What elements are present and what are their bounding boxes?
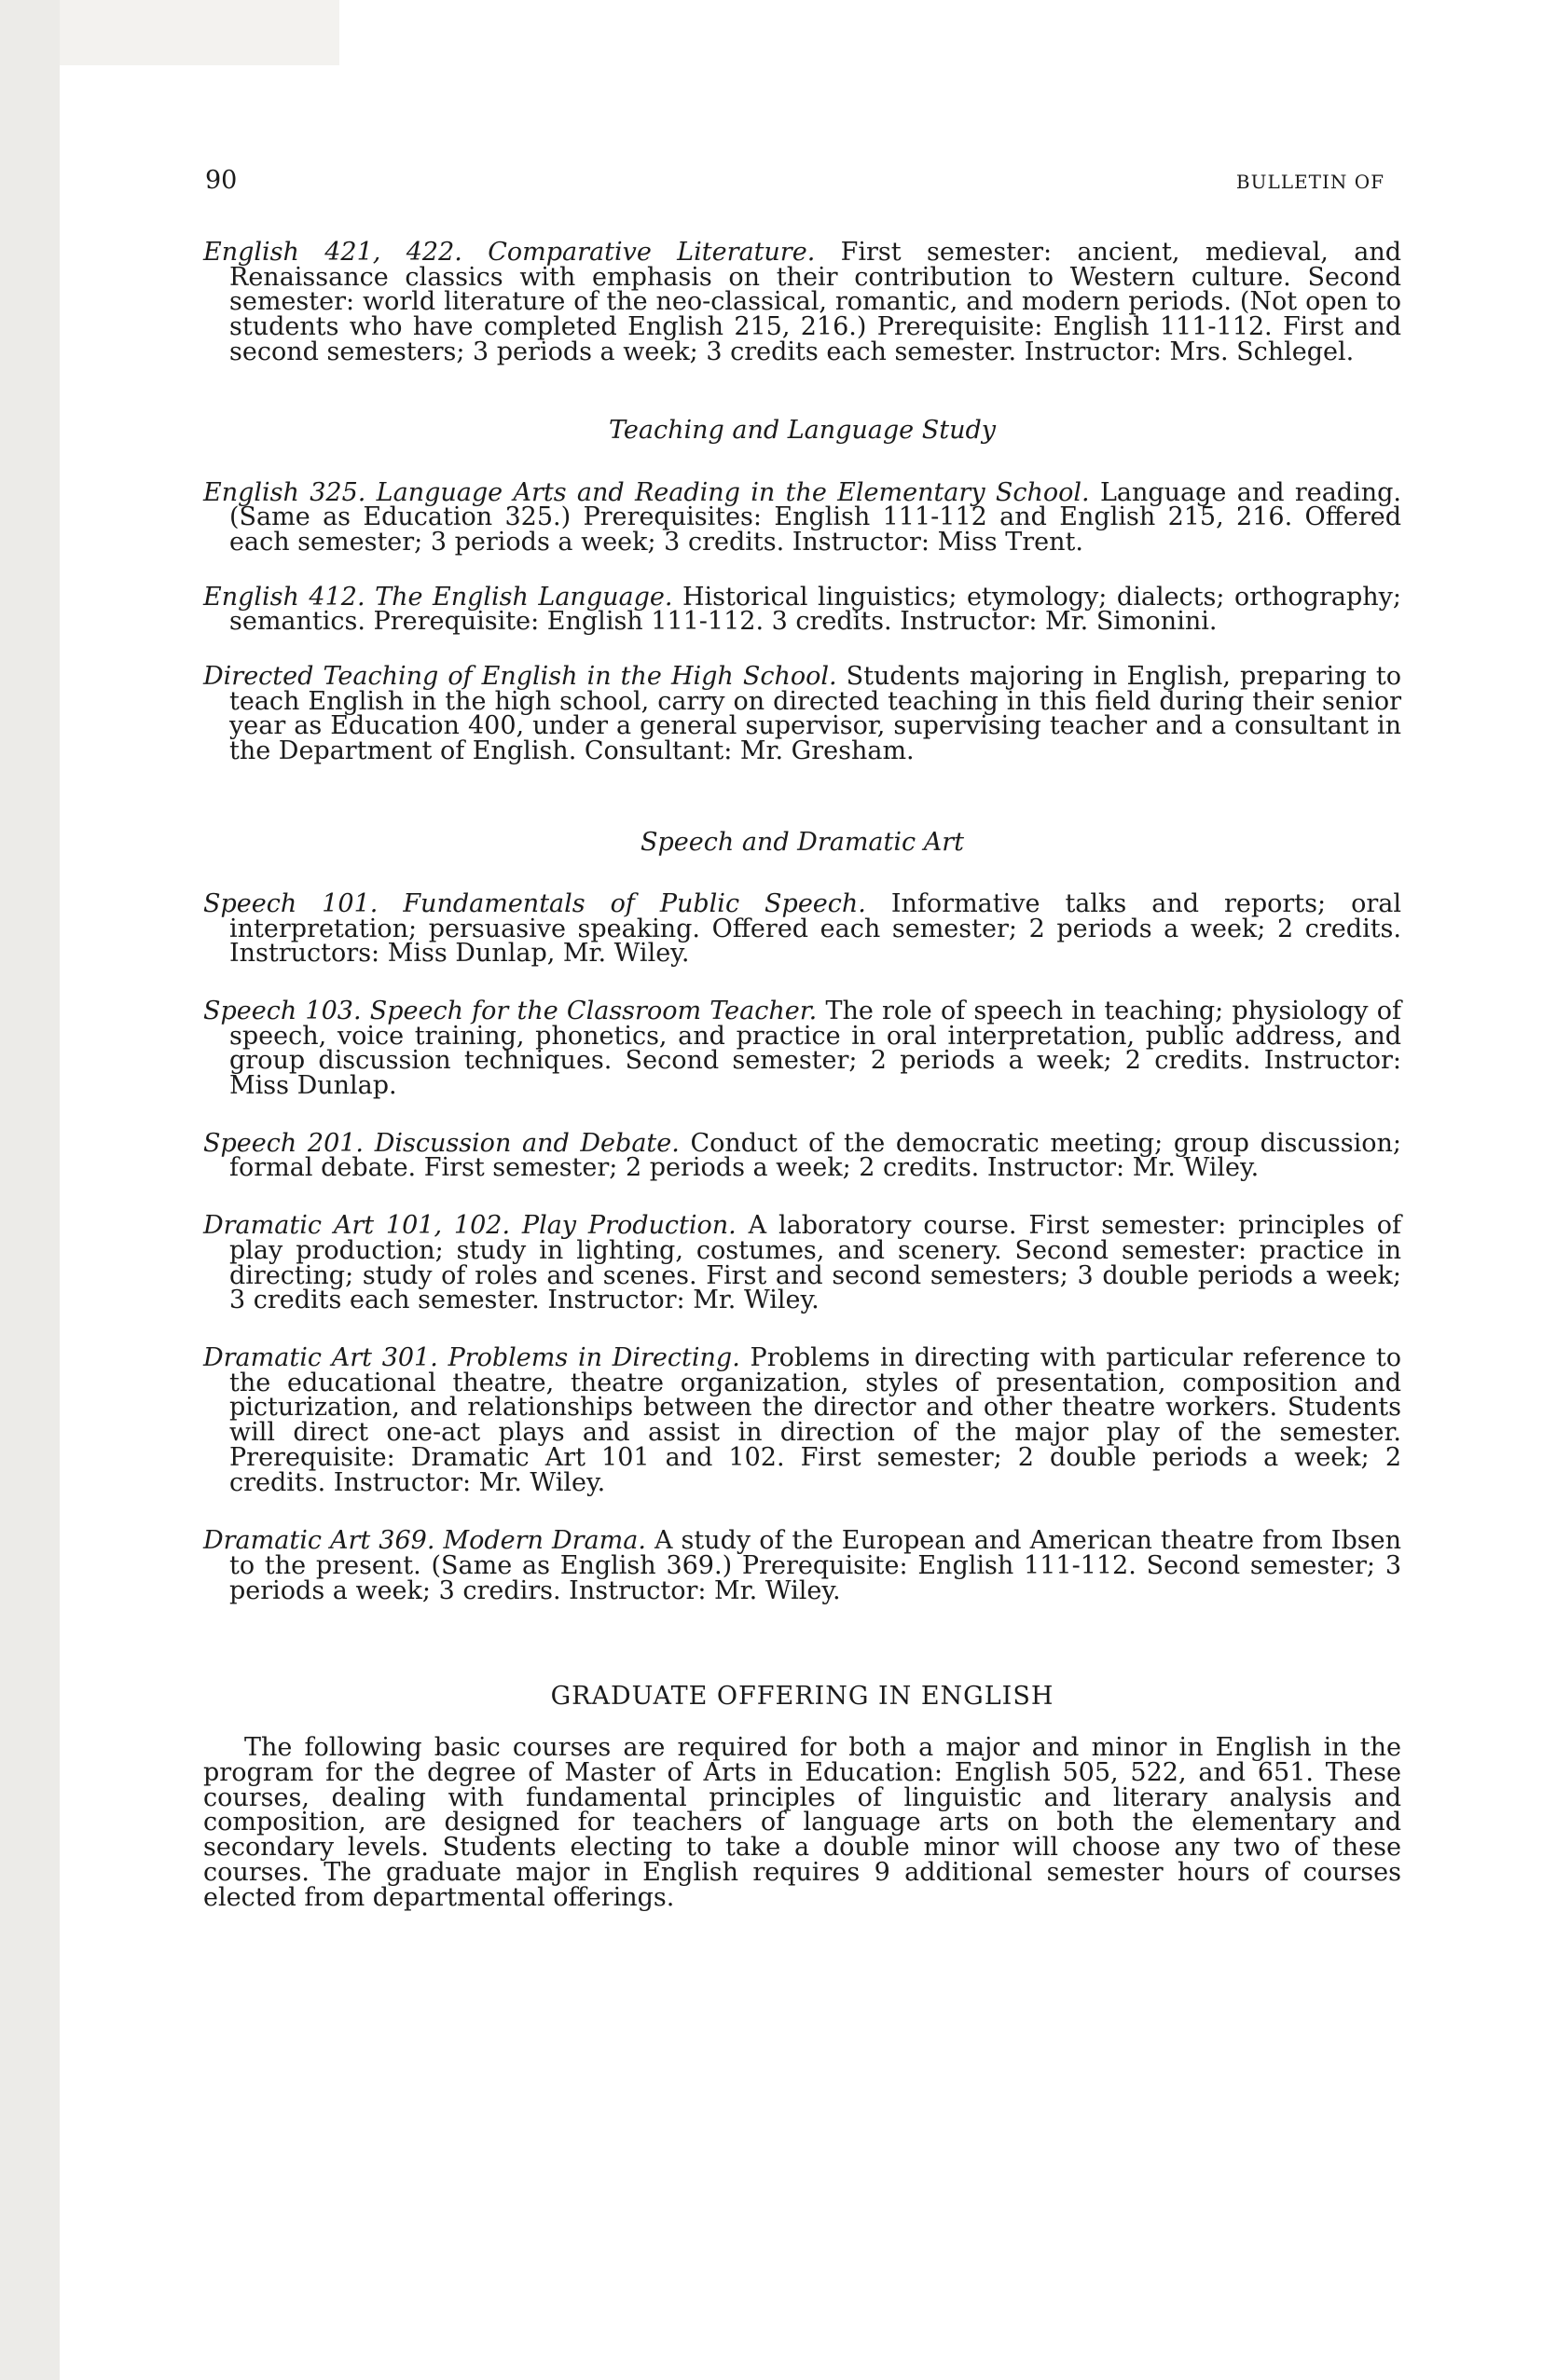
course-description: A laboratory course. First semester: principles of play production; study in lighting, costumes, and scenery. Second semester: practice in directing; study of roles and scenes. First and second semesters; 3 double periods a week; 3 credits each semester. Instructor: Mr. Wiley. [229, 1211, 1401, 1315]
course-code: English 412. [203, 582, 365, 612]
course-code: Speech 101. [203, 888, 379, 918]
course-description: Informative talks and reports; oral interpretation; persuasive speaking. Offered each semester; 2 periods a week; 2 credits. Instructors: Miss Dunlap, Mr. Wiley. [229, 888, 1401, 969]
course-speech-201 [203, 1128, 1401, 1183]
page-number: 90 [205, 166, 238, 195]
course-title: Problems in Directing. [448, 1342, 740, 1372]
course-description: Conduct of the democratic meeting; group discussion; formal debate. First semester; 2 periods a week; 2 credits. Instructor: Mr. Wiley. [229, 1128, 1401, 1183]
course-description: A study of the European and American theatre from Ibsen to the present. (Same as English 369.) Prerequisite: English 111-112. Second semester; 3 periods a week; 3 credirs. Instructor: Mr. Wiley. [229, 1526, 1401, 1605]
graduate-paragraph: The following basic courses are required for both a major and minor in English in the program for the degree of Master of Arts in Education: English 505, 522, and 651. These courses, dealing with fundamental principles of linguistic and literary analysis and composition, are designed for teachers of language arts on both the elementary and secondary levels. Students electing to take a double minor will choose any two of these courses. The graduate major in English requires 9 additional semester hours of courses elected from departmental offerings. [203, 1733, 1401, 1912]
course-description: Students majoring in English, preparing to teach English in the high school, carry on directed teaching in this field during their senior year as Education 400, under a general supervisor, supervising teacher and a consultant in the Department of English. Consultant: Mr. Gresham. [229, 662, 1401, 766]
course-description: Historical linguistics; etymology; dialects; orthography; semantics. Prerequisite: English 111-112. 3 credits. Instructor: Mr. Simonini. [229, 582, 1401, 637]
course-title: Discussion and Debate. [374, 1128, 680, 1158]
course-speech-103 [203, 996, 1401, 1101]
course-dramatic-art-369 [203, 1526, 1401, 1605]
course-code: Speech 201. [203, 1128, 365, 1158]
course-description: The role of speech in teaching; physiology of speech, voice training, phonetics, and practice in oral interpretation, public address, and group discussion techniques. Second semester; 2 periods a week; 2 credits. Instructor: Miss Dunlap. [229, 996, 1401, 1101]
course-title: Fundamentals of Public Speech. [403, 888, 866, 918]
course-title: Directed Teaching of English in the High School. [203, 662, 837, 692]
course-title: Speech for the Classroom Teacher. [369, 996, 818, 1025]
course-directed-teaching [203, 662, 1401, 766]
course-english-325 [203, 477, 1401, 557]
course-title: The English Language. [375, 582, 673, 612]
course-code: Speech 103. [203, 996, 362, 1025]
course-english-412 [203, 582, 1401, 637]
course-title: Language Arts and Reading in the Elementary School. [376, 477, 1090, 507]
section-title-graduate: GRADUATE OFFERING IN ENGLISH [550, 1682, 1054, 1712]
scan-edge-shadow [0, 0, 60, 2380]
course-code: Dramatic Art 301. [203, 1342, 438, 1372]
course-code: English 325. [203, 477, 366, 507]
course-description: Problems in directing with particular reference to the educational theatre, theatre organization, styles of presentation, composition and picturization, and relationships between the director and other theatre workers. Students will direct one-act plays and assist in direction of the major play of the semester. Prerequisite: Dramatic Art 101 and 102. First semester; 2 double periods a week; 2 credits. Instructor: Mr. Wiley. [229, 1342, 1401, 1497]
course-english-421 [203, 238, 1401, 366]
course-title: Play Production. [521, 1211, 737, 1241]
course-code: Dramatic Art 101, 102. [203, 1211, 511, 1241]
course-dramatic-art-301 [203, 1342, 1401, 1497]
course-code: Dramatic Art 369. [203, 1526, 435, 1556]
course-description: Language and reading. (Same as Education 325.) Prerequisites: English 111-112 and English 215, 216. Offered each semester; 3 periods a week; 3 credits. Instructor: Miss Trent. [229, 477, 1401, 557]
course-speech-101 [203, 888, 1401, 969]
scan-corner-shadow [60, 0, 339, 65]
section-title-speech-dramatic: Speech and Dramatic Art [641, 827, 964, 857]
running-head: BULLETIN OF [1235, 171, 1385, 193]
course-description: First semester: ancient, medieval, and Renaissance classics with emphasis on their contribution to Western culture. Second semester: world literature of the neo-classical, romantic, and modern periods. (Not open to students who have completed English 215, 216.) Prerequisite: English 111-112. First and second semesters; 3 periods a week; 3 credits each semester. Instructor: Mrs. Schlegel. [229, 238, 1401, 366]
course-dramatic-art-101 [203, 1211, 1401, 1315]
section-title-teaching-language: Teaching and Language Study [608, 415, 997, 445]
course-title: Comparative Literature. [488, 238, 816, 267]
page-content [203, 238, 1401, 1912]
course-code: English 421, 422. [203, 238, 462, 267]
course-title: Modern Drama. [443, 1526, 646, 1556]
